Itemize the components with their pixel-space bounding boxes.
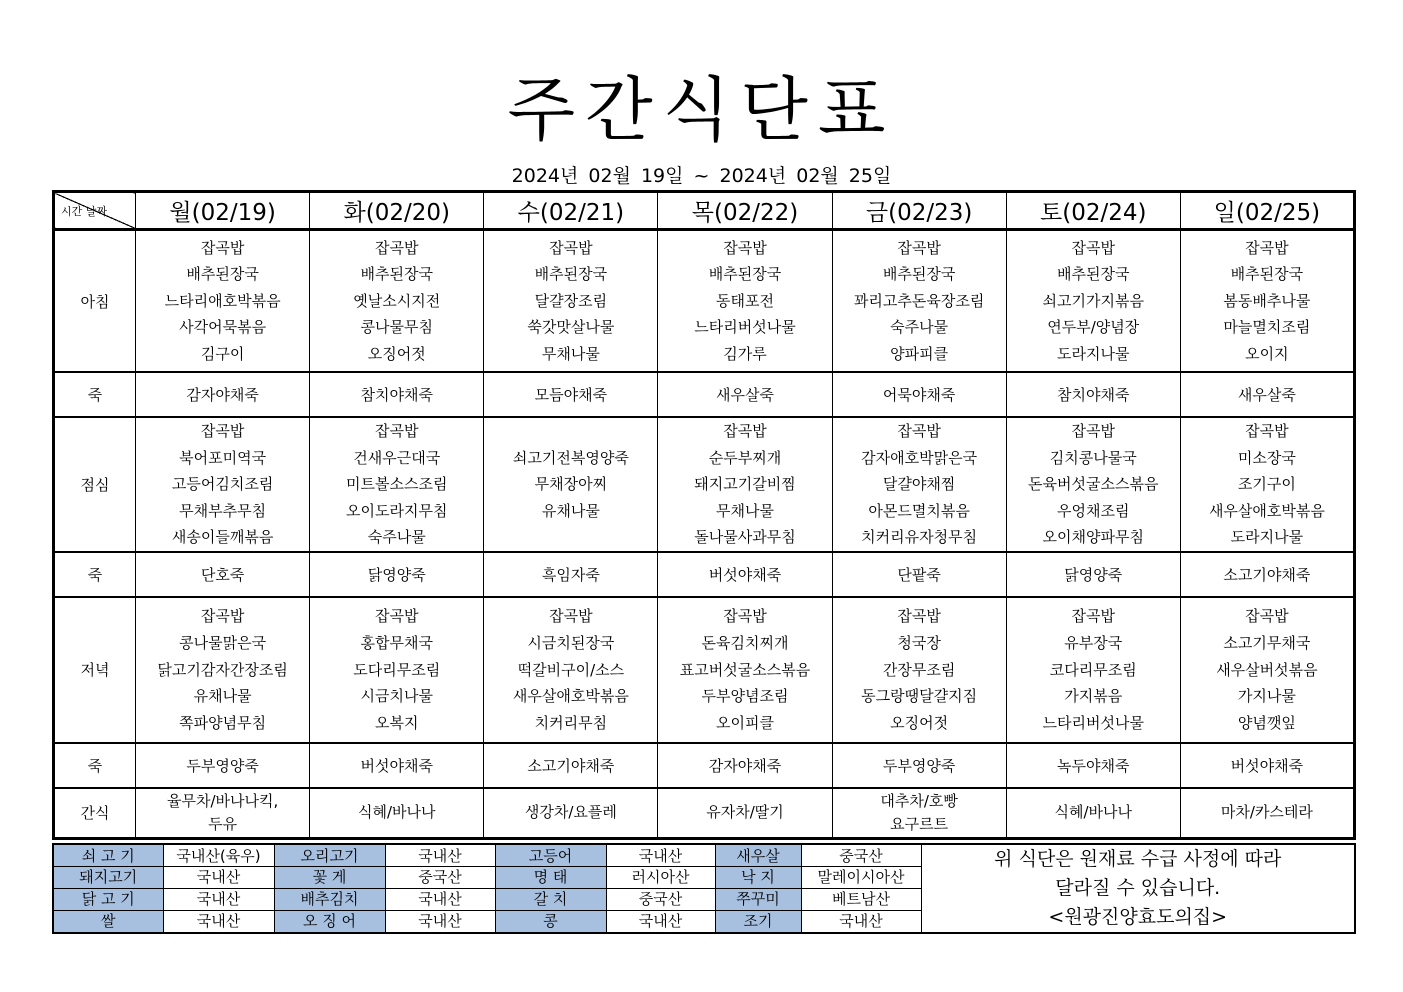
origin-country: 중국산: [801, 844, 921, 867]
porridge-cell: 감자야채죽: [136, 372, 310, 417]
menu-item: 잡곡밥: [375, 422, 419, 440]
lunch-row: [54, 417, 1355, 552]
menu-cell: [1180, 597, 1354, 743]
snack-cell: [310, 788, 484, 839]
meal-label-lunch: 점심: [54, 417, 136, 552]
menu-cell: [484, 230, 658, 373]
menu-item: 두부양념조림: [701, 687, 789, 706]
menu-item: 양파피클: [890, 344, 949, 363]
menu-item: 느타리버섯나물: [1042, 713, 1144, 732]
menu-item: 잡곡밥: [200, 607, 245, 626]
menu-item: 잡곡밥: [549, 607, 593, 626]
menu-item: 우엉채조림: [1057, 501, 1130, 520]
origin-country: 중국산: [385, 867, 495, 889]
menu-item: 돌나물사과무침: [694, 528, 796, 547]
menu-item: 치커리무침: [534, 713, 608, 732]
menu-item: 봄동배추나물: [1223, 291, 1311, 310]
porridge-cell: 새우살죽: [658, 372, 832, 417]
snack-item: 두유: [208, 814, 238, 833]
menu-item: 청국장: [897, 634, 941, 653]
snack-cell: [1180, 788, 1354, 839]
origin-country: 국내산: [163, 910, 274, 933]
menu-item: 잡곡밥: [200, 238, 245, 257]
menu-item: 잡곡밥: [200, 422, 245, 440]
menu-item: 무채나물: [716, 501, 774, 520]
menu-item: 건새우근대국: [353, 448, 441, 467]
menu-item: 돼지고기갈비찜: [694, 475, 796, 494]
weekly-menu-table: [52, 190, 1356, 840]
origin-ingredient: 배추김치: [274, 888, 385, 910]
day-header: 수(02/21): [484, 192, 658, 230]
origin-country: 국내산(육우): [163, 844, 274, 867]
origin-ingredient: 오리고기: [274, 844, 385, 867]
menu-item: 오징어젓: [890, 713, 949, 732]
porridge-cell: 단호죽: [136, 552, 310, 597]
menu-item: 잡곡밥: [723, 238, 767, 257]
porridge-cell: 참치야채죽: [310, 372, 484, 417]
menu-item: 달걀야채찜: [882, 475, 956, 494]
origin-note: [921, 844, 1355, 933]
day-header-row: [54, 192, 1355, 230]
menu-cell: [658, 597, 832, 743]
menu-item: 배추된장국: [1230, 265, 1304, 284]
day-header: 일(02/25): [1180, 192, 1354, 230]
porridge-cell: 모듬야채죽: [484, 372, 658, 417]
menu-cell: [1006, 597, 1180, 743]
menu-item: 배추된장국: [534, 265, 608, 284]
menu-item: 간장무조림: [882, 660, 956, 679]
menu-item: 새송이들깨볶음: [171, 528, 274, 547]
menu-item: 잡곡밥: [897, 238, 941, 257]
menu-item: 달걀장조림: [534, 291, 608, 310]
origin-ingredient: 쇠 고 기: [53, 844, 163, 867]
menu-item: 잡곡밥: [375, 607, 419, 626]
snack-cell: [484, 788, 658, 839]
menu-item: 감자애호박맑은국: [861, 448, 978, 467]
menu-item: 홍합무채국: [360, 634, 433, 653]
menu-item: 오이채양파무침: [1042, 528, 1144, 547]
origin-ingredient: 돼지고기: [53, 867, 163, 889]
menu-item: 양념깻잎: [1237, 713, 1296, 732]
snack-item: 마차/카스테라: [1220, 803, 1313, 822]
origin-country: 국내산: [385, 888, 495, 910]
menu-cell: [658, 230, 832, 373]
menu-item: 치커리유자청무침: [861, 528, 978, 547]
origin-country: 국내산: [801, 910, 921, 933]
menu-item: 도라지나물: [1057, 344, 1130, 363]
menu-item: 표고버섯굴소스볶음: [679, 660, 811, 679]
origin-country: 국내산: [385, 844, 495, 867]
menu-item: 잡곡밥: [897, 607, 941, 626]
menu-item: [484, 524, 657, 551]
porridge-cell: 녹두야채죽: [1006, 743, 1180, 788]
dinner-porridge-row: [54, 743, 1355, 788]
porridge-cell: 감자야채죽: [658, 743, 832, 788]
menu-item: 잡곡밥: [1245, 422, 1289, 440]
menu-cell: [136, 417, 310, 552]
menu-item: 잡곡밥: [1245, 238, 1289, 257]
day-header: 월(02/19): [136, 192, 310, 230]
porridge-cell: 참치야채죽: [1006, 372, 1180, 417]
menu-item: 옛날소시지전: [353, 291, 441, 310]
menu-cell: [310, 597, 484, 743]
menu-item: 김구이: [200, 344, 245, 363]
corner-cell: [54, 192, 136, 230]
menu-item: 쑥갓맛살나물: [527, 318, 615, 337]
menu-item: 잡곡밥: [723, 422, 767, 440]
menu-item: 잡곡밥: [897, 422, 941, 440]
snack-item: 대추차/호빵: [880, 791, 958, 810]
origin-country: 중국산: [606, 888, 715, 910]
corner-label: 시간 날짜: [61, 205, 108, 218]
snack-item: 요구르트: [890, 814, 949, 833]
menu-item: 잡곡밥: [375, 238, 419, 257]
menu-cell: [136, 597, 310, 743]
menu-item: 무채장아찌: [534, 475, 608, 494]
menu-item: 닭고기감자간장조림: [157, 660, 288, 679]
origin-country: 베트남산: [801, 888, 921, 910]
menu-item: 미트볼소스조림: [346, 475, 448, 494]
menu-cell: [832, 597, 1006, 743]
origin-country: 국내산: [163, 888, 274, 910]
porridge-cell: 소고기야채죽: [1180, 552, 1354, 597]
origin-country: 국내산: [385, 910, 495, 933]
snack-row: [54, 788, 1355, 839]
menu-cell: [484, 597, 658, 743]
menu-item: 새우살애호박볶음: [512, 687, 629, 706]
menu-item: 오이지: [1245, 344, 1289, 363]
menu-item: 배추된장국: [1057, 265, 1130, 284]
menu-cell: [484, 417, 658, 552]
menu-cell: [310, 417, 484, 552]
porridge-cell: 버섯야채죽: [658, 552, 832, 597]
menu-item: 가지볶음: [1064, 687, 1123, 706]
porridge-cell: 닭영양죽: [1006, 552, 1180, 597]
porridge-cell: 버섯야채죽: [1180, 743, 1354, 788]
menu-item: 코다리무조림: [1049, 660, 1137, 679]
menu-item: 동태포전: [716, 291, 774, 310]
origin-row: [53, 844, 1355, 867]
snack-item: 생강차/요플레: [524, 803, 617, 822]
menu-item: 오이피클: [716, 713, 774, 732]
origin-ingredient: 낙 지: [715, 867, 801, 889]
menu-item: 숙주나물: [890, 318, 949, 337]
menu-item: 가지나물: [1237, 687, 1296, 706]
origin-ingredient: 조기: [715, 910, 801, 933]
menu-item: 배추된장국: [186, 265, 259, 284]
menu-item: 잡곡밥: [549, 238, 593, 257]
menu-item: 오이도라지무침: [346, 501, 448, 520]
menu-cell: [1006, 417, 1180, 552]
origin-ingredient: 새우살: [715, 844, 801, 867]
day-header: 토(02/24): [1006, 192, 1180, 230]
menu-item: 떡갈비구이/소스: [517, 660, 625, 679]
menu-item: 느타리애호박볶음: [164, 291, 281, 310]
day-header: 목(02/22): [658, 192, 832, 230]
menu-cell: [1180, 230, 1354, 373]
menu-cell: [310, 230, 484, 373]
menu-item: 유채나물: [541, 501, 600, 520]
menu-cell: [136, 230, 310, 373]
menu-item: 고등어김치조림: [171, 475, 274, 494]
menu-item: 배추된장국: [882, 265, 956, 284]
menu-item: 꽈리고추돈육장조림: [853, 291, 985, 310]
origin-ingredient: 콩: [495, 910, 606, 933]
page-title: 주간식단표: [507, 69, 896, 151]
menu-item: 시금치나물: [360, 687, 433, 706]
origin-country: 말레이시아산: [801, 867, 921, 889]
porridge-label: 죽: [54, 372, 136, 417]
origin-country: 국내산: [606, 844, 715, 867]
origin-ingredient: 닭 고 기: [53, 888, 163, 910]
menu-item: 조기구이: [1237, 475, 1296, 494]
menu-item: 쇠고기전복영양죽: [512, 448, 629, 467]
menu-item: 아몬드멸치볶음: [868, 501, 970, 520]
menu-item: 콩나물맑은국: [179, 634, 267, 653]
porridge-cell: 소고기야채죽: [484, 743, 658, 788]
menu-item: 소고기무채국: [1223, 634, 1311, 653]
menu-item: 연두부/양념장: [1047, 318, 1140, 337]
menu-item: 오복지: [375, 713, 419, 732]
menu-cell: [658, 417, 832, 552]
dinner-row: [54, 597, 1355, 743]
origin-ingredient: 쌀: [53, 910, 163, 933]
origin-ingredient: 꽃 게: [274, 867, 385, 889]
menu-cell: [832, 417, 1006, 552]
origin-ingredient: 고등어: [495, 844, 606, 867]
origin-country: 국내산: [606, 910, 715, 933]
day-header: 금(02/23): [832, 192, 1006, 230]
menu-item: 잡곡밥: [723, 607, 767, 626]
origin-table: [52, 843, 1356, 934]
snack-cell: [1006, 788, 1180, 839]
meal-label-dinner: 저녁: [54, 597, 136, 743]
menu-item: 무채나물: [541, 344, 600, 363]
porridge-cell: 단팥죽: [832, 552, 1006, 597]
menu-item: 콩나물무침: [360, 318, 433, 337]
menu-item: 쇠고기가지볶음: [1042, 291, 1144, 310]
meal-label-breakfast: 아침: [54, 230, 136, 373]
porridge-label: 죽: [54, 743, 136, 788]
snack-cell: [136, 788, 310, 839]
meal-label-snack: 간식: [54, 788, 136, 839]
menu-item: 잡곡밥: [1245, 607, 1289, 626]
menu-item: 순두부찌개: [708, 448, 782, 467]
snack-item: 유자차/딸기: [706, 803, 784, 822]
porridge-cell: 어묵야채죽: [832, 372, 1006, 417]
snack-cell: [658, 788, 832, 839]
origin-ingredient: 갈 치: [495, 888, 606, 910]
menu-item: 무채부추무침: [179, 501, 267, 520]
menu-item: 북어포미역국: [179, 448, 267, 467]
menu-item: 잡곡밥: [1071, 238, 1115, 257]
menu-item: 도다리무조림: [353, 660, 441, 679]
menu-item: 돈육버섯굴소스볶음: [1028, 475, 1159, 494]
menu-item: 숙주나물: [367, 528, 426, 547]
menu-item: 배추된장국: [360, 265, 433, 284]
menu-item: 김가루: [723, 344, 767, 363]
breakfast-row: [54, 230, 1355, 373]
menu-item: 시금치된장국: [527, 634, 615, 653]
breakfast-porridge-row: [54, 372, 1355, 417]
note-line: 위 식단은 원재료 수급 사정에 따라: [994, 848, 1282, 870]
porridge-cell: 흑임자죽: [484, 552, 658, 597]
porridge-label: 죽: [54, 552, 136, 597]
menu-item: 오징어젓: [367, 344, 426, 363]
menu-item: 새우살애호박볶음: [1208, 501, 1325, 520]
porridge-cell: 두부영양죽: [136, 743, 310, 788]
note-line: 달라질 수 있습니다.: [1055, 877, 1221, 899]
menu-item: 잡곡밥: [1071, 422, 1115, 440]
menu-item: 동그랑땡달걀지짐: [861, 687, 978, 706]
menu-item: 김치콩나물국: [1049, 448, 1137, 467]
origin-ingredient: 오 징 어: [274, 910, 385, 933]
note-line: <원광진양효도의집>: [1048, 906, 1228, 928]
snack-item: 식혜/바나나: [357, 803, 436, 822]
menu-item: 느타리버섯나물: [694, 318, 796, 337]
origin-ingredient: 명 태: [495, 867, 606, 889]
day-header: 화(02/20): [310, 192, 484, 230]
porridge-cell: 두부영양죽: [832, 743, 1006, 788]
porridge-cell: 닭영양죽: [310, 552, 484, 597]
origin-ingredient: 쭈꾸미: [715, 888, 801, 910]
menu-item: 돈육김치찌개: [701, 634, 789, 653]
menu-item: 마늘멸치조림: [1223, 318, 1311, 337]
menu-cell: [1180, 417, 1354, 552]
porridge-cell: 버섯야채죽: [310, 743, 484, 788]
menu-item: 배추된장국: [708, 265, 782, 284]
porridge-cell: 새우살죽: [1180, 372, 1354, 417]
menu-item: [484, 418, 657, 445]
menu-item: 쪽파양념무침: [179, 713, 267, 732]
menu-item: 사각어묵볶음: [179, 318, 267, 337]
menu-cell: [1006, 230, 1180, 373]
menu-item: 유부장국: [1064, 634, 1123, 653]
menu-item: 유채나물: [193, 687, 252, 706]
menu-cell: [832, 230, 1006, 373]
origin-country: 국내산: [163, 867, 274, 889]
menu-period: 2024년 02월 19일 ~ 2024년 02월 25일: [511, 165, 892, 187]
lunch-porridge-row: [54, 552, 1355, 597]
origin-country: 러시아산: [606, 867, 715, 889]
menu-item: 잡곡밥: [1071, 607, 1115, 626]
snack-item: 식혜/바나나: [1054, 803, 1132, 822]
menu-item: 미소장국: [1237, 448, 1296, 467]
menu-item: 도라지나물: [1230, 528, 1304, 547]
menu-item: 새우살버섯볶음: [1216, 660, 1318, 679]
snack-cell: [832, 788, 1006, 839]
snack-item: 율무차/바나나킥,: [166, 791, 279, 810]
